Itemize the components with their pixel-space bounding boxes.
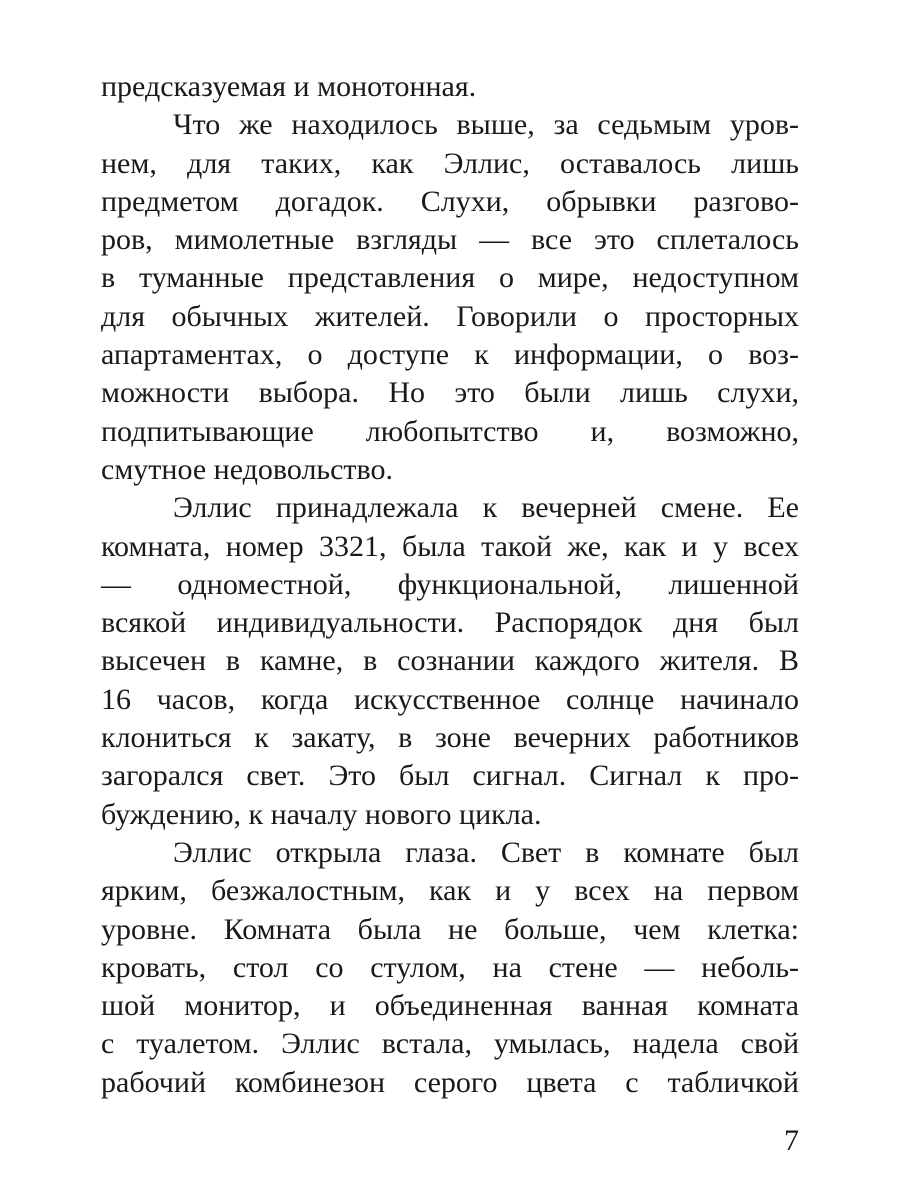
text-line: Эллис принадлежала к вечерней смене. Ее: [173, 491, 799, 525]
text-line: 16 часов, когда искусственное солнце начинало: [101, 682, 799, 716]
text-line: подпитывающие любопытство и, возможно,: [101, 414, 799, 448]
text-line: Что же находилось выше, за седьмым уров-: [173, 108, 799, 142]
text-line: кровать, стол со стулом, на стене — неболь-: [101, 950, 799, 984]
text-line: — одноместной, функциональной, лишенной: [101, 567, 799, 601]
text-line: в туманные представления о мире, недоступном: [101, 261, 799, 295]
text-line: предсказуемая и монотонная.: [101, 70, 477, 103]
text-line: рабочий комбинезон серого цвета с табличкой: [101, 1065, 799, 1099]
text-line: клониться к закату, в зоне вечерних работников: [101, 721, 799, 755]
text-line: высечен в камне, в сознании каждого жителя. В: [101, 644, 799, 678]
text-line: смутное недовольство.: [101, 452, 393, 486]
text-line: всякой индивидуальности. Распорядок дня был: [101, 606, 799, 640]
text-line: нем, для таких, как Эллис, оставалось лишь: [101, 146, 799, 180]
text-line: с туалетом. Эллис встала, умылась, надела свой: [101, 1027, 799, 1061]
text-line: ров, мимолетные взгляды — все это сплеталось: [101, 223, 799, 257]
text-line: комната, номер 3321, была такой же, как и у всех: [101, 529, 799, 563]
text-line: для обычных жителей. Говорили о просторных: [101, 299, 799, 333]
text-line: апартаментах, о доступе к информации, о воз-: [101, 338, 799, 372]
text-line: шой монитор, и объединенная ванная комната: [101, 989, 799, 1023]
text-line: можности выбора. Но это были лишь слухи,: [101, 376, 799, 410]
text-line: уровне. Комната была не больше, чем клетка:: [101, 912, 799, 946]
body-text: [101, 68, 799, 1102]
text-line: Эллис открыла глаза. Свет в комнате был: [173, 835, 799, 869]
page-number: 7: [784, 1124, 799, 1157]
text-line: предметом догадок. Слухи, обрывки разгово-: [101, 184, 799, 218]
text-line: загорался свет. Это был сигнал. Сигнал к про-: [101, 759, 799, 793]
text-line: ярким, безжалостным, как и у всех на первом: [101, 874, 799, 908]
text-line: буждению, к началу нового цикла.: [101, 797, 542, 831]
